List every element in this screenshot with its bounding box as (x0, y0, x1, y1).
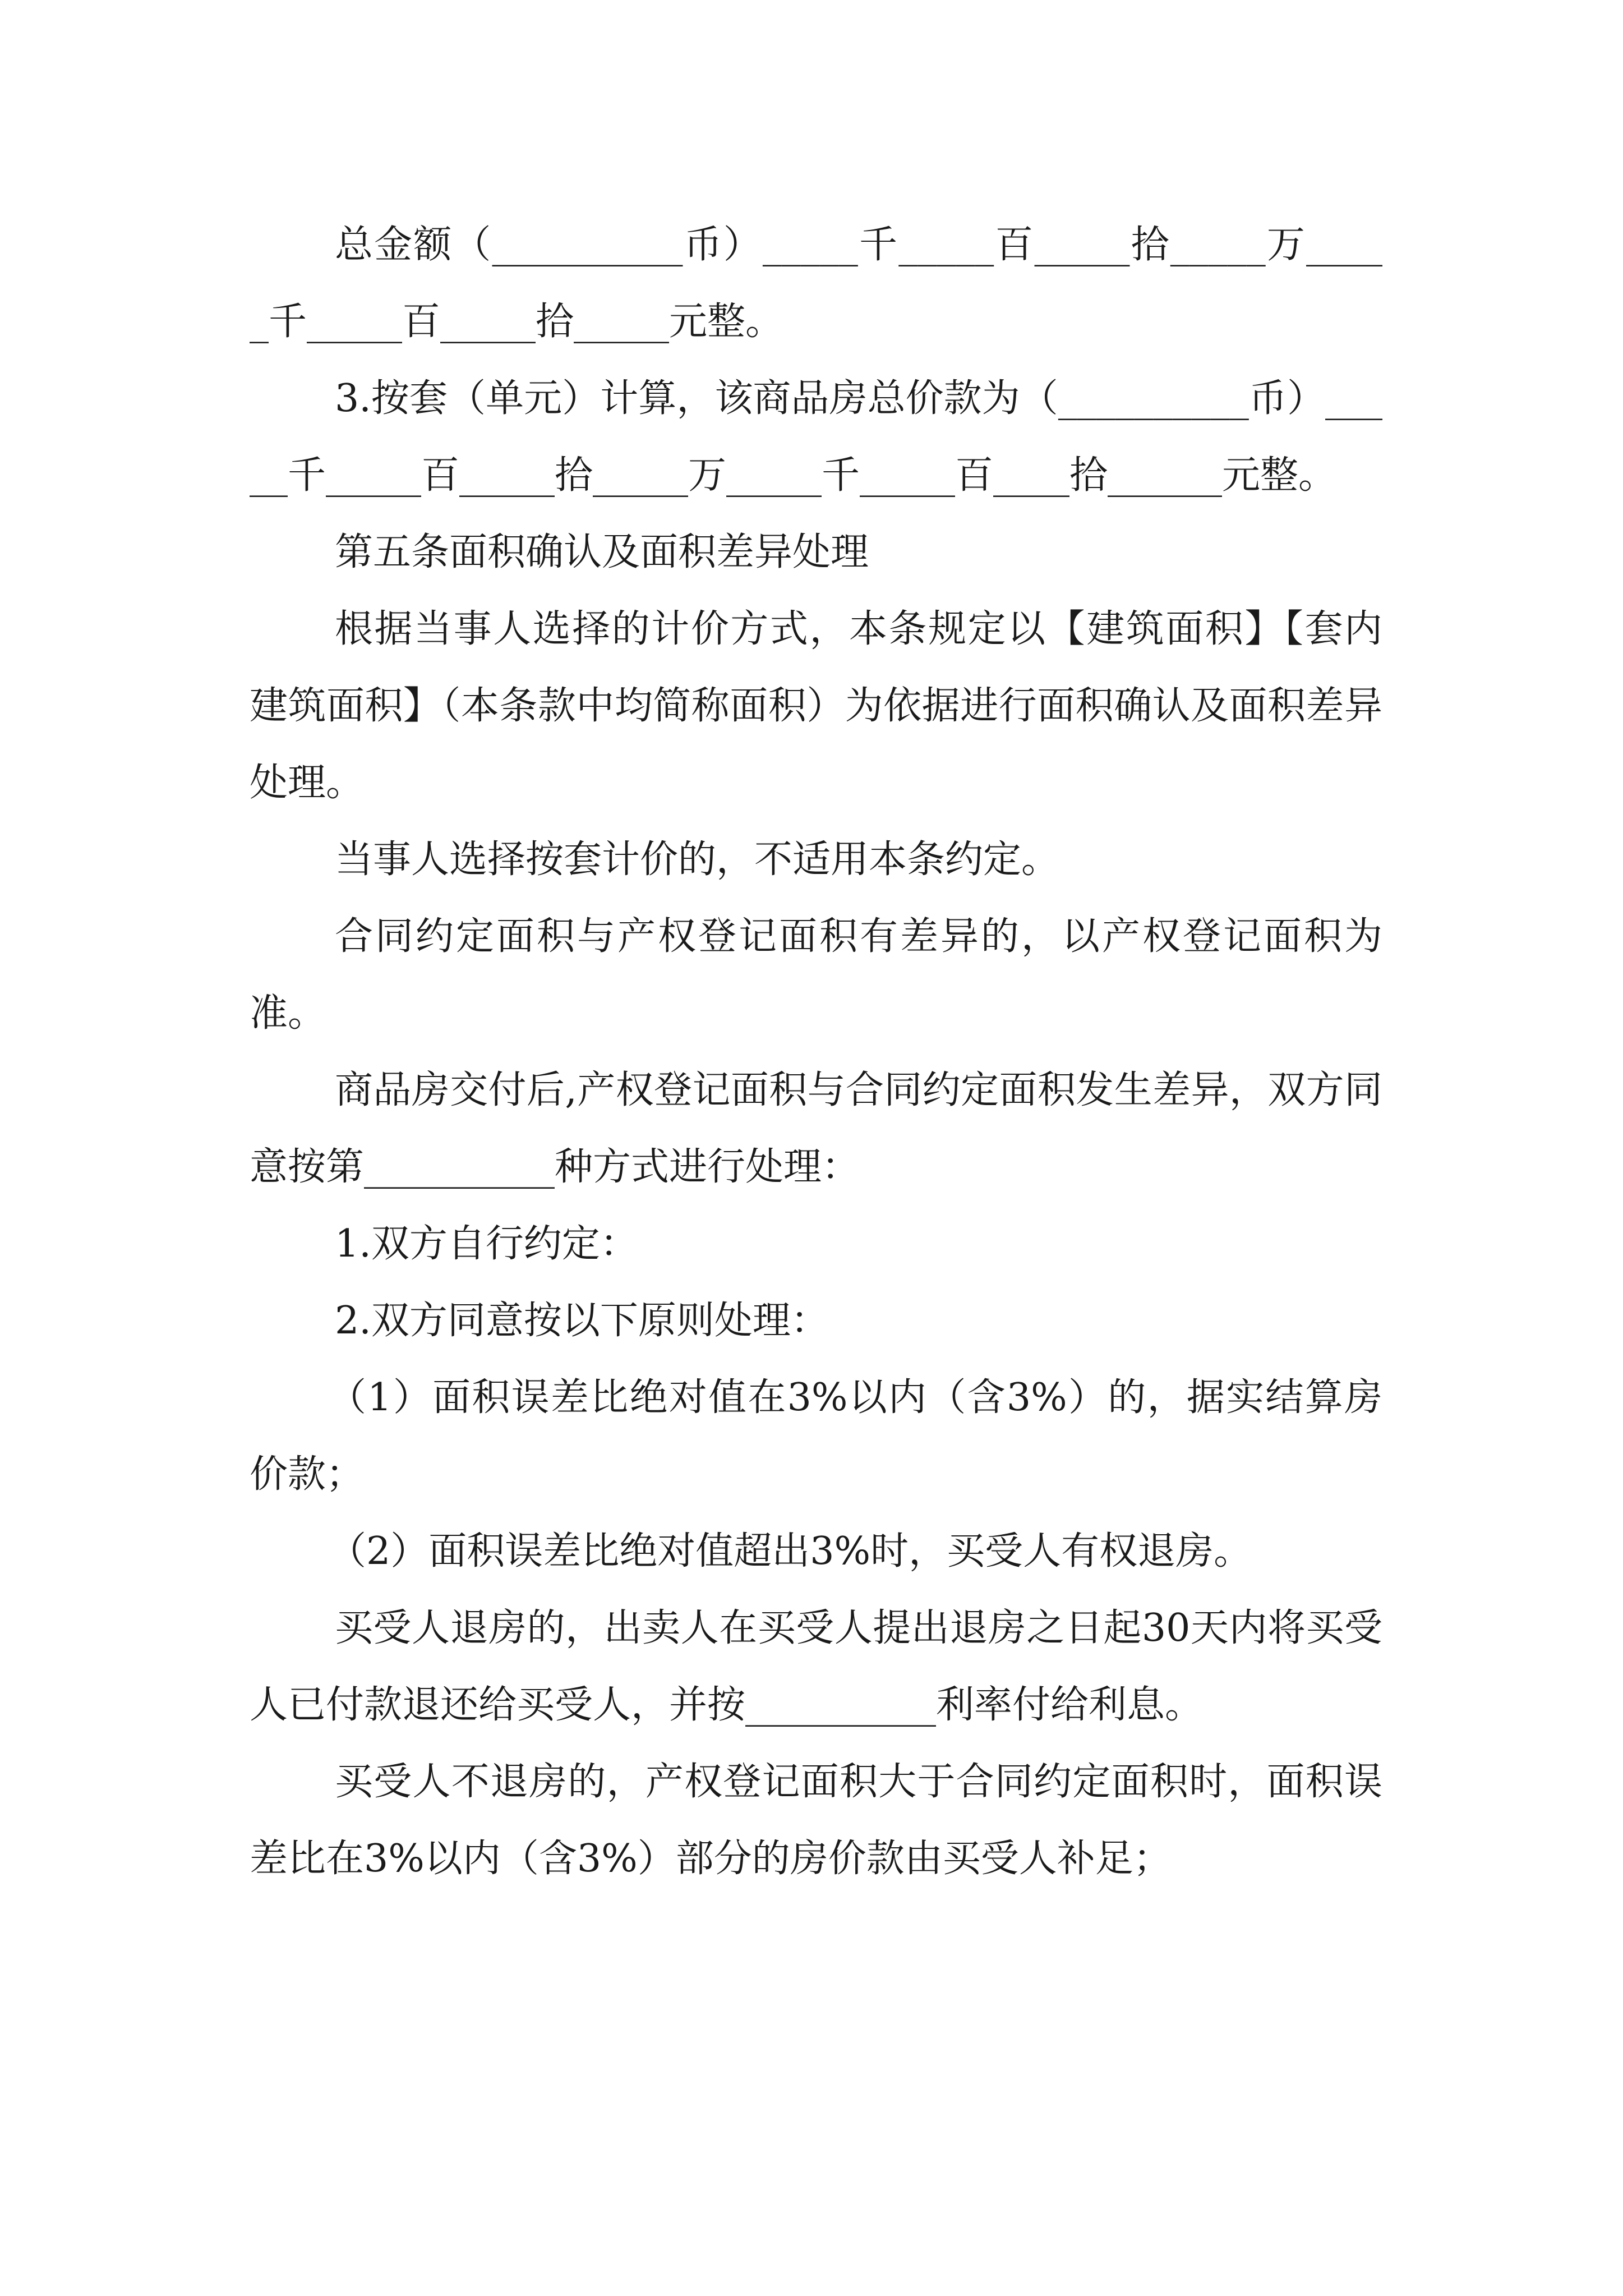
paragraph-per-unit-price: 3.按套（单元）计算，该商品房总价款为（__________币）_____千_____百_____拾_____万_____千_____百____拾______元整。 (250, 376, 1382, 498)
paragraph-per-unit-exemption: 当事人选择按套计价的，不适用本条约定。 (335, 838, 1060, 882)
sub-item-1: （1）面积误差比绝对值在3%以内（含3%）的，据实结算房价款； (250, 1375, 1382, 1497)
paragraph-difference-handling: 商品房交付后,产权登记面积与合同约定面积发生差异，双方同意按第__________种方式进行处理： (250, 1068, 1382, 1189)
paragraph-registered-area-prevails: 合同约定面积与产权登记面积有差异的，以产权登记面积为准。 (250, 914, 1382, 1036)
paragraph-no-refund-terms: 买受人不退房的，产权登记面积大于合同约定面积时，面积误差比在3%以内（含3%）部分的房价款由买受人补足； (250, 1760, 1382, 1881)
list-item-2: 2.双方同意按以下原则处理： (335, 1299, 829, 1343)
paragraph-refund-terms: 买受人退房的，出卖人在买受人提出退房之日起30天内将买受人已付款退还给买受人，并按__________利率付给利息。 (250, 1606, 1382, 1727)
document-body (250, 206, 1382, 1897)
paragraph-total-amount: 总金额（__________币）_____千_____百_____拾_____万_____千_____百_____拾_____元整。 (250, 223, 1382, 344)
paragraph-area-basis: 根据当事人选择的计价方式，本条规定以【建筑面积】【套内建筑面积】（本条款中均简称面积）为依据进行面积确认及面积差异处理。 (250, 607, 1382, 805)
list-item-1: 1.双方自行约定： (335, 1222, 638, 1266)
sub-item-2: （2）面积误差比绝对值超出3%时，买受人有权退房。 (328, 1529, 1252, 1573)
section-heading-article-5: 第五条面积确认及面积差异处理 (335, 530, 869, 574)
